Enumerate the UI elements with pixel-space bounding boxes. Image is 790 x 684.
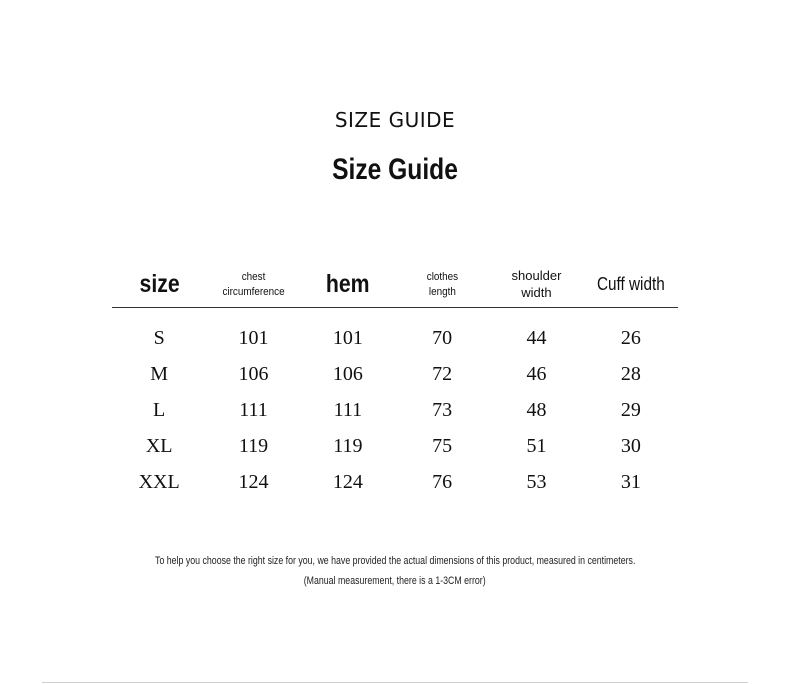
measurement-cell: 48: [526, 398, 547, 421]
measurement-cell: 124: [238, 470, 269, 493]
size-label-cell: XL: [145, 434, 173, 457]
measurement-cell: 53: [526, 470, 547, 493]
measurement-cell: 72: [432, 362, 453, 385]
measurement-cell: 28: [620, 362, 641, 385]
size-label-cell: S: [153, 326, 165, 349]
measurement-cell: 51: [526, 434, 547, 457]
measurement-cell: 31: [620, 470, 641, 493]
table-row: [112, 356, 678, 392]
measurement-cell: 111: [333, 398, 363, 421]
size-label-cell: XXL: [138, 470, 180, 493]
measurement-cell: 70: [432, 326, 453, 349]
column-header-size: size: [112, 262, 206, 308]
measurement-cell: 124: [332, 470, 363, 493]
table-row: [112, 392, 678, 428]
measurement-cell: 101: [238, 326, 269, 349]
measurement-cell: 75: [432, 434, 453, 457]
size-label-cell: M: [150, 362, 169, 385]
measurement-cell: 29: [620, 398, 641, 421]
measurement-cell: 76: [432, 470, 453, 493]
table-row: [112, 464, 678, 500]
measurement-cell: 30: [620, 434, 641, 457]
page-title: Size Guide: [332, 153, 458, 186]
measurement-cell: 106: [332, 362, 363, 385]
column-header-cuff: Cuff width: [584, 262, 678, 308]
column-header-chest: chest circumference: [206, 262, 300, 308]
measurement-cell: 106: [238, 362, 269, 385]
measurement-cell: 73: [432, 398, 453, 421]
size-label-cell: L: [153, 398, 166, 421]
column-header-hem: hem: [301, 262, 395, 308]
table-row: [112, 308, 678, 357]
table-body: [112, 308, 678, 501]
measurement-cell: 26: [620, 326, 641, 349]
measurement-cell: 44: [526, 326, 547, 349]
column-header-shoulder: shoulder width: [489, 262, 583, 308]
measurement-cell: 46: [526, 362, 547, 385]
page-subtitle: SIZE GUIDE: [334, 108, 456, 132]
table-header-row: [112, 262, 678, 308]
measurement-cell: 119: [238, 434, 269, 457]
column-header-length: clothes length: [395, 262, 489, 308]
measurement-cell: 111: [239, 398, 268, 421]
divider: [42, 682, 748, 683]
measurement-cell: 119: [333, 434, 363, 457]
table-row: [112, 428, 678, 464]
measurement-note: To help you choose the right size for you, we have provided the actual dimensions of this product, measured in centimeters.: [154, 555, 636, 567]
measurement-cell: 101: [332, 326, 363, 349]
error-note: (Manual measurement, there is a 1-3CM error): [304, 575, 486, 587]
size-table: [112, 262, 678, 500]
